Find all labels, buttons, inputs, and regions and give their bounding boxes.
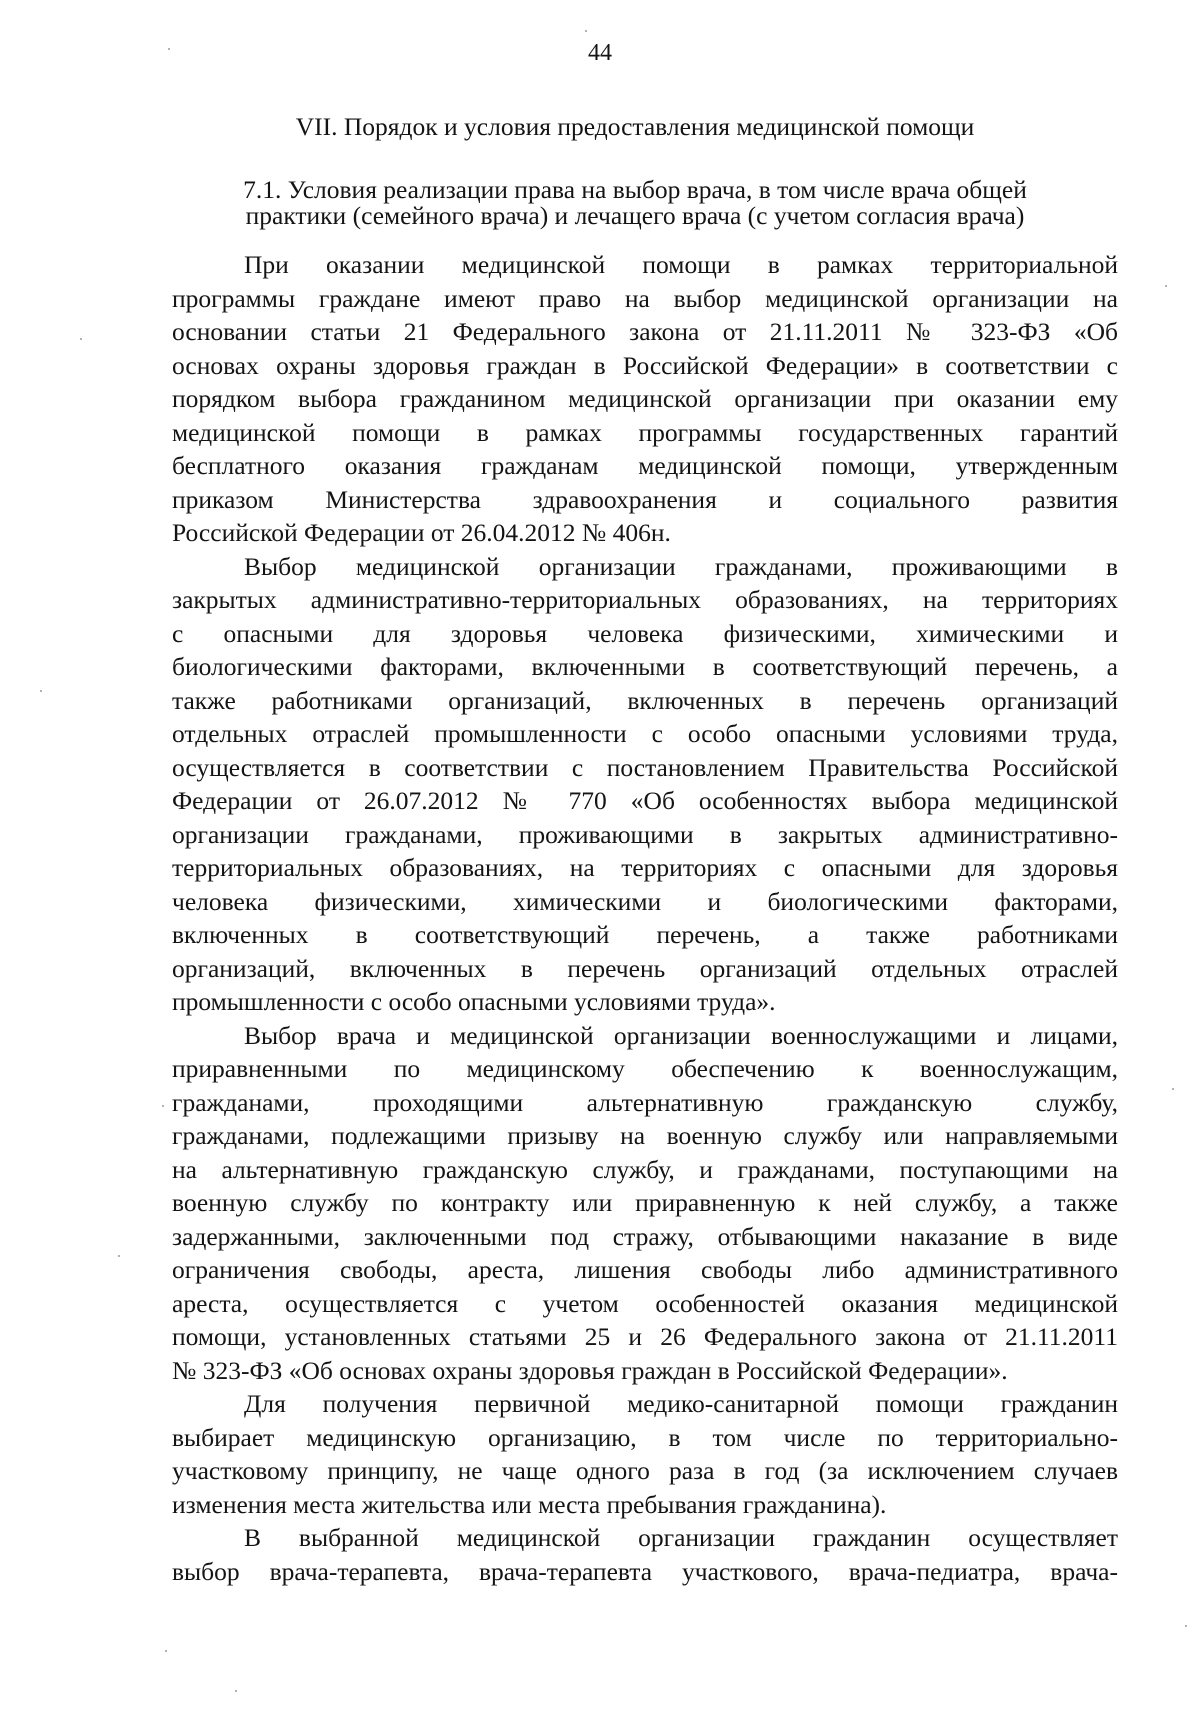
paragraph	[172, 1387, 1118, 1521]
paragraph-line: выбирает медицинскую организацию, в том числе по территориально-	[172, 1422, 1118, 1452]
paragraph-line: изменения места жительства или места пребывания гражданина).	[172, 1489, 887, 1519]
paragraph	[172, 550, 1118, 1019]
paragraph-line: организации гражданами, проживающими в закрытых административно-	[172, 819, 1118, 849]
paragraph-line: участковому принципу, не чаще одного раза в год (за исключением случаев	[172, 1456, 1118, 1485]
subsection-title-line: 7.1. Условия реализации права на выбор врача, в том числе врача общей	[243, 175, 1027, 204]
scan-speck	[162, 1105, 164, 1107]
paragraph-line: на альтернативную гражданскую службу, и гражданами, поступающими на	[172, 1154, 1118, 1184]
paragraph	[172, 1521, 1118, 1588]
paragraph-line: медицинской помощи в рамках программы государственных гарантий	[172, 417, 1118, 447]
paragraph-line: гражданами, подлежащими призыву на военную службу или направляемыми	[172, 1121, 1118, 1150]
paragraph-line: отдельных отраслей промышленности с особо опасными условиями труда,	[172, 719, 1118, 748]
scan-speck	[168, 48, 170, 50]
body-text	[172, 248, 1118, 1588]
paragraph-line: ареста, осуществляется с учетом особенностей оказания медицинской	[172, 1288, 1118, 1318]
paragraph-line: бесплатного оказания гражданам медицинской помощи, утвержденным	[172, 451, 1118, 480]
paragraph-line: Федерации от 26.07.2012 № 770 «Об особенностях выбора медицинской	[172, 786, 1118, 815]
paragraph-line: В выбранной медицинской организации гражданин осуществляет	[244, 1523, 1118, 1552]
paragraph-line: Выбор врача и медицинской организации военнослужащими и лицами,	[244, 1020, 1118, 1050]
paragraph-line: выбор врача-терапевта, врача-терапевта участкового, врача-педиатра, врача-	[172, 1556, 1118, 1586]
paragraph-line: программы граждане имеют право на выбор медицинской организации на	[172, 283, 1118, 313]
paragraph-line: приказом Министерства здравоохранения и социального развития	[172, 484, 1118, 514]
paragraph-line: биологическими факторами, включенными в соответствующий перечень, а	[172, 652, 1118, 681]
paragraph-line: основах охраны здоровья граждан в Российской Федерации» в соответствии с	[172, 350, 1118, 380]
paragraph-line: приравненными по медицинскому обеспечению к военнослужащим,	[172, 1054, 1118, 1083]
paragraph-line: Российской Федерации от 26.04.2012 № 406н.	[172, 518, 671, 547]
paragraph-line: человека физическими, химическими и биологическими факторами,	[172, 886, 1118, 916]
paragraph-line: задержанными, заключенными под стражу, отбывающими наказание в виде	[172, 1221, 1118, 1251]
paragraph	[172, 1019, 1118, 1388]
paragraph-line: закрытых административно-территориальных образованиях, на территориях	[172, 585, 1118, 614]
paragraph-line: также работниками организаций, включенных в перечень организаций	[172, 685, 1118, 715]
paragraph-line: Для получения первичной медико-санитарной помощи гражданин	[244, 1389, 1118, 1418]
paragraph-line: основании статьи 21 Федерального закона от 21.11.2011 № 323-ФЗ «Об	[172, 317, 1118, 346]
scan-speck	[235, 1690, 237, 1692]
paragraph	[172, 248, 1118, 550]
paragraph-line: включенных в соответствующий перечень, а также работниками	[172, 920, 1118, 949]
subsection-title	[160, 177, 1110, 229]
paragraph-line: военную службу по контракту или приравненную к ней службу, а также	[172, 1188, 1118, 1217]
paragraph-line: Выбор медицинской организации гражданами, проживающими в	[244, 551, 1118, 581]
page-number: 44	[588, 40, 612, 66]
paragraph-line: При оказании медицинской помощи в рамках территориальной	[244, 250, 1118, 279]
paragraph-line: гражданами, проходящими альтернативную гражданскую службу,	[172, 1087, 1118, 1117]
paragraph-line: помощи, установленных статьями 25 и 26 Федерального закона от 21.11.2011	[172, 1322, 1118, 1351]
paragraph-line: ограничения свободы, ареста, лишения свободы либо административного	[172, 1255, 1118, 1284]
paragraph-line: территориальных образованиях, на территориях с опасными для здоровья	[172, 853, 1118, 882]
paragraph-line: осуществляется в соответствии с постановлением Правительства Российской	[172, 752, 1118, 782]
scan-speck	[80, 338, 82, 340]
scan-speck	[1165, 285, 1167, 287]
paragraph-line: промышленности с особо опасными условиями труда».	[172, 987, 776, 1016]
subsection-title-line: практики (семейного врача) и лечащего врача (с учетом согласия врача)	[245, 201, 1025, 230]
section-title: VII. Порядок и условия предоставления медицинской помощи	[295, 112, 975, 141]
scan-speck	[40, 690, 42, 692]
paragraph-line: с опасными для здоровья человека физическими, химическими и	[172, 618, 1118, 648]
scan-speck	[118, 1255, 120, 1257]
paragraph-line: № 323-ФЗ «Об основах охраны здоровья граждан в Российской Федерации».	[172, 1355, 1008, 1385]
scan-speck	[1172, 1088, 1174, 1090]
scan-speck	[1185, 1625, 1187, 1627]
scan-speck	[585, 30, 587, 32]
paragraph-line: организаций, включенных в перечень организаций отдельных отраслей	[172, 953, 1118, 983]
paragraph-line: порядком выбора гражданином медицинской организации при оказании ему	[172, 384, 1118, 413]
scan-speck	[165, 1650, 167, 1652]
